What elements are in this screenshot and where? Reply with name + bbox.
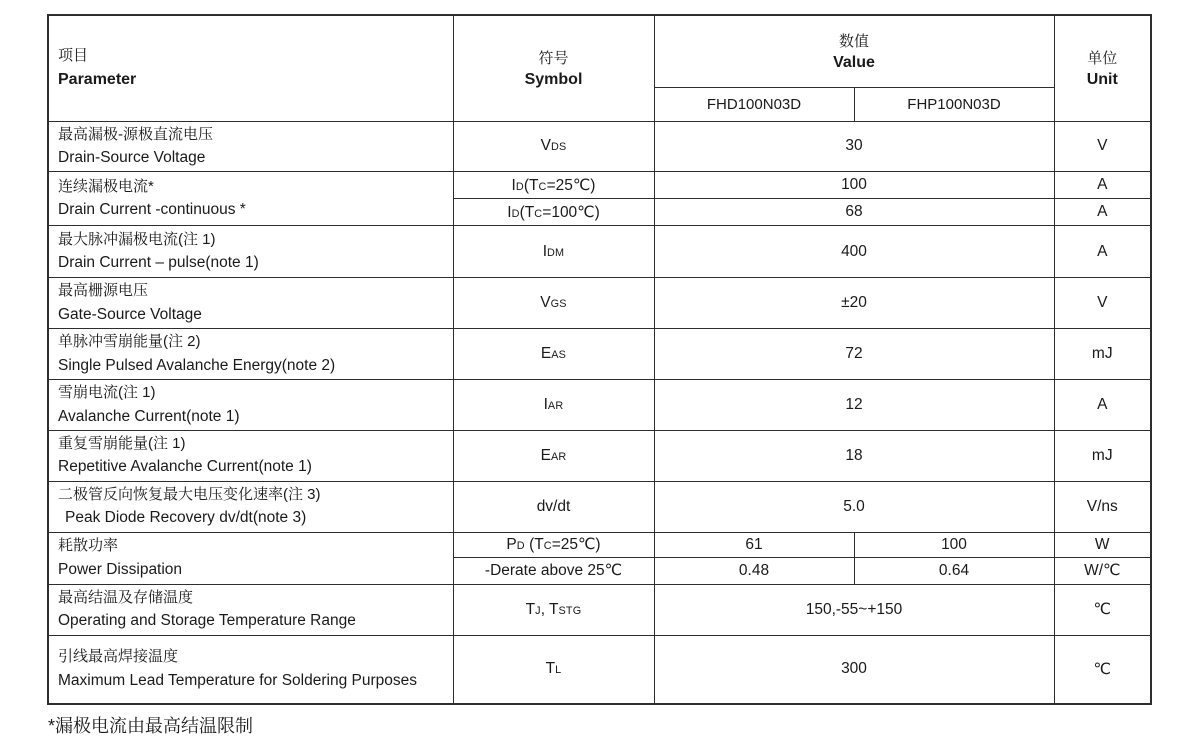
table-row <box>48 172 1151 199</box>
symbol-text: =100℃) <box>542 203 600 221</box>
symbol-text: E <box>540 345 552 363</box>
symbol-subscript: C <box>538 180 547 193</box>
table-row <box>48 226 1151 278</box>
symbol-text: I <box>511 176 516 194</box>
symbol-cell <box>453 380 654 431</box>
value-cell: ±20 <box>654 278 1054 329</box>
param-cn: 最高栅源电压 <box>58 282 149 300</box>
symbol-subscript: AR <box>547 399 564 412</box>
value-cell: 72 <box>654 329 1054 380</box>
value-cell-fhd: 61 <box>654 532 854 557</box>
param-cn: 重复雪崩能量(注 1) <box>58 434 186 452</box>
symbol-text: I <box>507 203 512 221</box>
symbol-text: P <box>506 536 517 553</box>
header-symbol-cn: 符号 <box>538 50 569 68</box>
param-cell <box>48 635 453 704</box>
symbol-cell <box>453 329 654 380</box>
symbol-text: -Derate above 25℃ <box>484 562 623 579</box>
symbol-text: V <box>540 294 551 312</box>
value-cell: 18 <box>654 430 1054 481</box>
param-en: Peak Diode Recovery dv/dt(note 3) <box>65 509 307 527</box>
param-cell <box>48 278 453 329</box>
value-cell: 5.0 <box>654 481 1054 532</box>
header-symbol <box>453 15 654 121</box>
unit-cell: V <box>1054 121 1151 172</box>
param-cell <box>48 329 453 380</box>
param-cn: 雪崩电流(注 1) <box>58 384 156 401</box>
symbol-text: (T <box>519 203 535 221</box>
header-value <box>654 15 1054 87</box>
table-row <box>48 584 1151 635</box>
symbol-text: (T <box>523 176 539 194</box>
symbol-text: , T <box>540 600 559 618</box>
param-cn: 引线最高焊接温度 <box>58 648 179 666</box>
symbol-subscript: D <box>511 207 520 220</box>
param-en: Power Dissipation <box>58 560 183 578</box>
symbol-cell <box>453 226 654 278</box>
symbol-subscript: C <box>543 540 552 552</box>
value-cell-fhp: 100 <box>854 532 1054 557</box>
table-row <box>48 278 1151 329</box>
value-cell-fhp: 0.64 <box>854 557 1054 584</box>
symbol-cell <box>453 557 654 584</box>
param-cn: 耗散功率 <box>58 537 119 555</box>
value-cell: 300 <box>654 635 1054 704</box>
header-symbol-en: Symbol <box>524 71 583 89</box>
param-en: Operating and Storage Temperature Range <box>58 612 356 630</box>
value-cell: 100 <box>654 172 1054 199</box>
symbol-subscript: DM <box>547 246 565 259</box>
symbol-subscript: STG <box>558 604 582 617</box>
header-value-cn: 数值 <box>838 33 869 51</box>
symbol-cell <box>453 199 654 226</box>
value-cell: 30 <box>654 121 1054 172</box>
param-cell <box>48 584 453 635</box>
value-cell: 400 <box>654 226 1054 278</box>
symbol-subscript: C <box>534 207 543 220</box>
param-en: Repetitive Avalanche Current(note 1) <box>58 458 312 476</box>
header-parameter-cn: 项目 <box>58 47 89 65</box>
param-cell <box>48 121 453 172</box>
symbol-text: V <box>540 137 551 155</box>
symbol-subscript: D <box>515 180 524 193</box>
maximum-ratings-table <box>47 14 1152 705</box>
table-row <box>48 380 1151 431</box>
param-cell <box>48 532 453 584</box>
symbol-cell <box>453 635 654 704</box>
symbol-subscript: DS <box>550 141 567 154</box>
param-cn: 最大脉冲漏极电流(注 1) <box>58 230 216 248</box>
unit-cell: ℃ <box>1054 635 1151 704</box>
symbol-text: (T <box>524 536 544 553</box>
symbol-subscript: J <box>535 604 541 617</box>
table-row <box>48 481 1151 532</box>
unit-cell: A <box>1054 226 1151 278</box>
symbol-cell <box>453 584 654 635</box>
param-cell <box>48 430 453 481</box>
unit-cell: V/ns <box>1054 481 1151 532</box>
param-cn: 二极管反向恢复最大电压变化速率(注 3) <box>58 485 321 503</box>
unit-cell: A <box>1054 172 1151 199</box>
footnote: *漏极电流由最高结温限制 <box>48 716 254 736</box>
header-unit-en: Unit <box>1086 71 1118 89</box>
symbol-cell <box>453 430 654 481</box>
symbol-text: T <box>545 660 556 678</box>
value-cell: 150,-55~+150 <box>654 584 1054 635</box>
unit-cell: V <box>1054 278 1151 329</box>
symbol-text: dv/dt <box>536 497 571 515</box>
table-row <box>48 329 1151 380</box>
table-row <box>48 635 1151 704</box>
unit-cell: mJ <box>1054 329 1151 380</box>
header-unit <box>1054 15 1151 121</box>
table-header-row <box>48 15 1151 87</box>
value-cell: 68 <box>654 199 1054 226</box>
symbol-text: =25℃) <box>551 536 601 553</box>
unit-cell: W/℃ <box>1054 557 1151 584</box>
param-cn: 单脉冲雪崩能量(注 2) <box>58 333 201 351</box>
symbol-cell <box>453 172 654 199</box>
symbol-text: E <box>540 446 551 464</box>
header-model-fhd100n03d: FHD100N03D <box>654 87 854 121</box>
symbol-subscript: AR <box>550 450 567 463</box>
param-cn: 最高漏极-源极直流电压 <box>58 125 213 143</box>
param-cell <box>48 226 453 278</box>
param-cell <box>48 172 453 226</box>
param-en: Drain Current -continuous * <box>58 201 246 219</box>
header-value-en: Value <box>833 54 875 72</box>
param-cell <box>48 380 453 431</box>
header-model-fhp100n03d: FHP100N03D <box>854 87 1054 121</box>
param-en: Drain-Source Voltage <box>58 149 206 166</box>
unit-cell: ℃ <box>1054 584 1151 635</box>
table-row <box>48 532 1151 557</box>
value-cell: 12 <box>654 380 1054 431</box>
param-en: Single Pulsed Avalanche Energy(note 2) <box>58 356 336 374</box>
param-cn: 最高结温及存储温度 <box>58 588 194 606</box>
table-row <box>48 121 1151 172</box>
header-parameter <box>48 15 453 121</box>
header-unit-cn: 单位 <box>1087 50 1118 68</box>
symbol-cell <box>453 481 654 532</box>
table-row <box>48 430 1151 481</box>
param-en: Avalanche Current(note 1) <box>58 407 240 425</box>
unit-cell: W <box>1054 532 1151 557</box>
param-cn: 连续漏极电流* <box>58 177 154 195</box>
unit-cell: A <box>1054 380 1151 431</box>
symbol-subscript: D <box>516 540 525 552</box>
symbol-text: =25℃) <box>546 176 596 194</box>
symbol-text: T <box>525 600 536 618</box>
unit-cell: A <box>1054 199 1151 226</box>
symbol-cell <box>453 278 654 329</box>
symbol-subscript: AS <box>551 349 567 362</box>
symbol-cell <box>453 532 654 557</box>
param-en: Drain Current – pulse(note 1) <box>58 254 259 272</box>
header-parameter-en: Parameter <box>58 71 137 89</box>
param-en: Maximum Lead Temperature for Soldering Purposes <box>58 671 417 689</box>
unit-cell: mJ <box>1054 430 1151 481</box>
symbol-cell <box>453 121 654 172</box>
symbol-text: I <box>543 395 548 413</box>
param-cell <box>48 481 453 532</box>
symbol-subscript: L <box>555 664 562 677</box>
symbol-text: I <box>542 242 548 260</box>
param-en: Gate-Source Voltage <box>58 305 202 323</box>
symbol-subscript: GS <box>550 298 567 311</box>
value-cell-fhd: 0.48 <box>654 557 854 584</box>
